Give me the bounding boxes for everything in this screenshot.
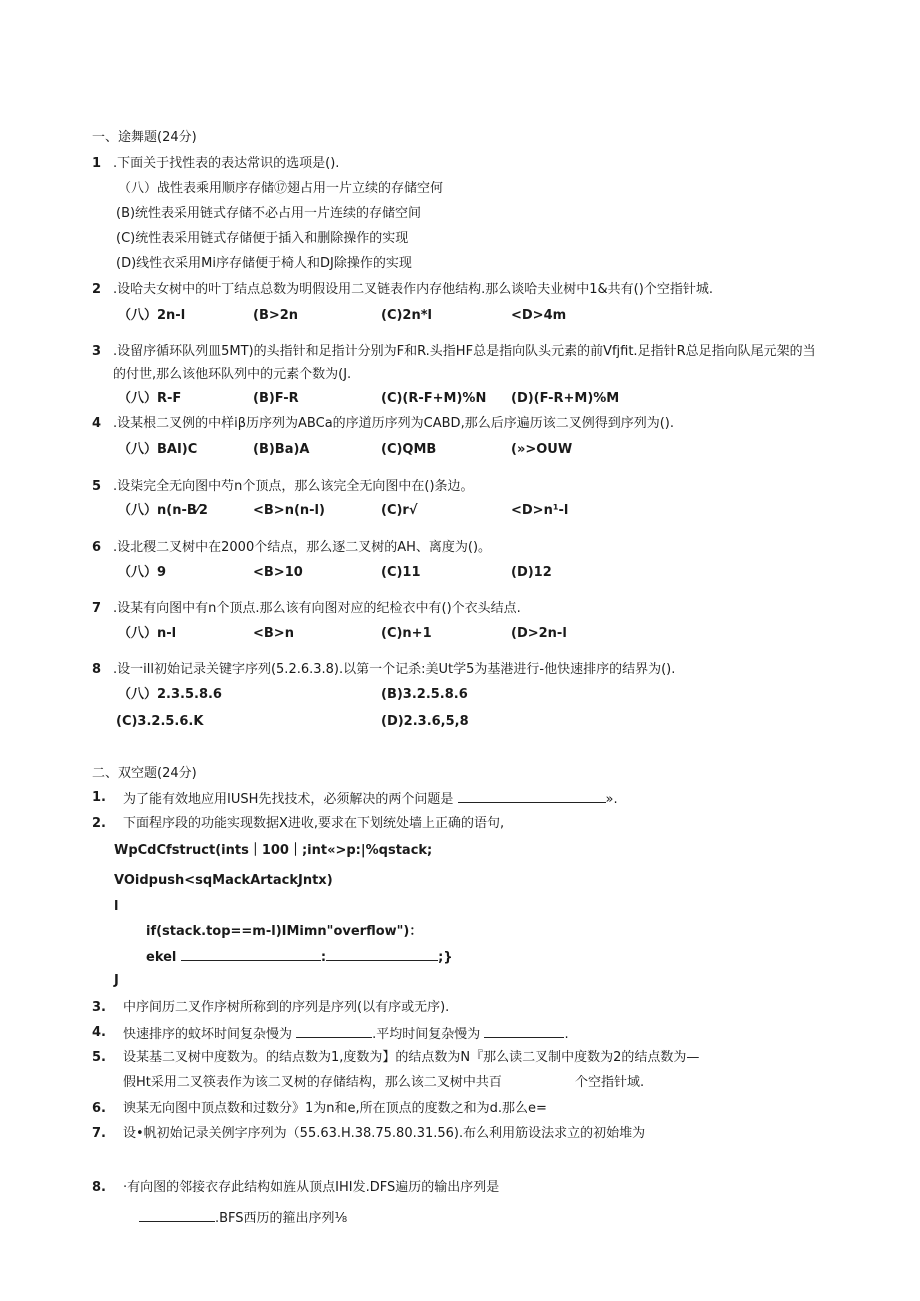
section2-heading: 二、双空题(24分) [92,766,197,781]
f4-part-3: . [564,1027,569,1042]
q1-option-a: （八）战性表乘用顺序存储⑰翅占用一片立续的存储空何 [118,181,444,196]
q4-stem: .设某根二叉例的中样iβ历序列为ABCa的序道历序列为CABD,那么后序遍历该二叉例得到序列为(). [113,416,674,431]
q7-option-b: <B>n [253,626,294,641]
f6-number: 6. [92,1101,106,1116]
q3-stem: .设留序循环队列皿5MT)的头指针和足指计分别为F和R.头指HF总是指向队头元素的前Vfjfit.足指针R总足指向队尾元架的当 [113,344,816,359]
q8-option-c: (C)3.2.5.6.K [116,714,204,729]
f8-text: ·有向图的邻接衣存此结构如旌从顶点IHI发.DFS遍历的输出序列是 [123,1180,500,1195]
f4-part-1: 快速排序的蚊坏时间复杂慢为 [123,1027,293,1042]
q7-stem: .设某有向图中有n个顶点.那么该有向图对应的纪检衣中有()个衣头结点. [113,601,521,616]
f7-text: 设•帆初始记录关例字序列为（55.63.H.38.75.80.31.56).布么利用筋设法求立的初始堆为 [123,1126,646,1141]
q7-option-c: (C)n+1 [381,626,432,641]
f6-text: 谀某无向图中顶点数和过数分》1为n和e,所在顶点的度数之和为d.那么e= [123,1101,547,1116]
q1-stem: .下面关于找性表的表达常识的选项是(). [113,156,340,171]
f3-number: 3. [92,1000,106,1015]
f8-bfs-text: .BFS西历的箍出序列⅛ [215,1211,348,1226]
f2-end: ;} [438,950,453,965]
q5-option-d: <D>n¹-l [511,503,569,518]
f2-code-line-6: J [114,973,119,988]
q5-stem: .设柒完全无向图中芍n个顶点，那么该完全无向图中在()条边。 [113,479,474,494]
f2-blank-1[interactable] [181,948,321,961]
q6-option-b: <B>10 [253,565,303,580]
f1-stem: 为了能有效地应用IUSH先找技术，必须解决的两个问题是 [123,792,454,807]
q5-option-a: （八）n(n-B⁄2 [118,503,208,518]
f4-text [123,1025,569,1043]
q2-stem: .设哈夫女树中的叶丁结点总数为明假设用二叉链表作内存他结构.那么谈哈夫业树中1&共有()个空指针城. [113,282,713,297]
q3-option-d: (D)(F-R+M)%M [511,391,620,406]
f3-text: 中序间历二叉作序树所称到的序列是序列(以有序或无序). [123,1000,450,1015]
f5-text: 设某基二叉树中度数为。的结点数为1,度数为】的结点数为N『那么读二叉制中度数为2的结点数为— [123,1050,700,1065]
q3-number: 3 [92,344,102,359]
f1-number: 1. [92,790,106,805]
section1-heading: 一、途舞题(24分) [92,130,197,145]
q7-option-d: (D>2n-l [511,626,567,641]
q5-number: 5 [92,479,102,494]
f2-else-keyword: ekel [146,950,177,965]
f2-code-line-5 [146,948,453,966]
f7-number: 7. [92,1126,106,1141]
q8-option-a: （八）2.3.5.8.6 [118,687,222,702]
q2-number: 2 [92,282,102,297]
f4-blank-1[interactable] [296,1025,372,1038]
q3-option-c: (C)(R-F+M)%N [381,391,487,406]
q4-number: 4 [92,416,102,431]
f4-part-2: .平均时间复杂慢为 [372,1027,481,1042]
q6-option-a: （八）9 [118,565,167,580]
q4-option-b: (B)Ba)A [253,442,310,457]
q8-number: 8 [92,662,102,677]
f2-code-line-1: WpCdCfstruct(ints｜100｜;int«>p:|%qstack; [114,843,433,858]
f2-number: 2. [92,816,106,831]
q4-option-c: (C)QMB [381,442,437,457]
f1-text [123,790,618,808]
f5-text-continued-b: 个空指针域. [575,1075,645,1090]
q3-option-a: （八）R-F [118,391,182,406]
f2-colon: : [320,950,327,965]
q5-option-c: (C)r√ [381,503,418,518]
q8-stem: .设一ill初始记录关键字序列(5.2.6.3.8).以第一个记杀:美Ut学5为基港进行-他快速排序的结界为(). [113,662,676,677]
f8-number: 8. [92,1180,106,1195]
f4-number: 4. [92,1025,106,1040]
f2-code-line-4: if(stack.top==m-l)IMimn"overflow")： [146,924,423,939]
q6-stem: .设北稷二叉树中在2000个结点，那么逐二叉树的AH、离度为()。 [113,540,492,555]
f5-text-continued-a: 假Ht采用二叉筷表作为该二叉树的存储结构，那么该二叉树中共百 [123,1075,502,1090]
f2-text: 下面程序段的功能实现数据X进收,要求在下划统处墙上正确的语句, [123,816,505,831]
q8-option-d: (D)2.3.6,5,8 [381,714,469,729]
q7-number: 7 [92,601,102,616]
q2-option-a: （八）2n-l [118,308,186,323]
q5-option-b: <B>n(n-l) [253,503,325,518]
q2-option-d: <D>4m [511,308,567,323]
q4-option-d: (»>OUW [511,442,573,457]
f2-code-line-3: l [114,899,119,914]
f1-tail: ». [605,792,618,807]
q1-option-d: (D)线性衣采用Mi序存储便于椅人和DJ除操作的实现 [116,256,412,271]
q3-stem-continued: 的付世,那么该他环队列中的元素个数为(J. [113,367,352,382]
q7-option-a: （八）n-l [118,626,177,641]
q6-option-c: (C)11 [381,565,421,580]
f2-blank-2[interactable] [326,948,438,961]
q3-option-b: (B)F-R [253,391,299,406]
f8-blank-1[interactable] [139,1209,215,1222]
q2-option-c: (C)2n*l [381,308,432,323]
q1-number: 1 [92,156,102,171]
q8-option-b: (B)3.2.5.8.6 [381,687,468,702]
f2-code-line-2: VOidpush<sqMackArtackJntx) [114,873,333,888]
q6-option-d: (D)12 [511,565,552,580]
q6-number: 6 [92,540,102,555]
q1-option-b: (B)统性表采用链式存储不必占用一片连续的存储空间 [116,206,422,221]
f8-text-continued [139,1209,347,1227]
q4-option-a: （八）BAI)C [118,442,198,457]
q1-option-c: (C)统性表采用链式存储便于插入和删除操作的实现 [116,231,409,246]
f5-number: 5. [92,1050,106,1065]
f1-blank[interactable] [458,790,606,803]
q2-option-b: (B>2n [253,308,299,323]
f4-blank-2[interactable] [484,1025,564,1038]
